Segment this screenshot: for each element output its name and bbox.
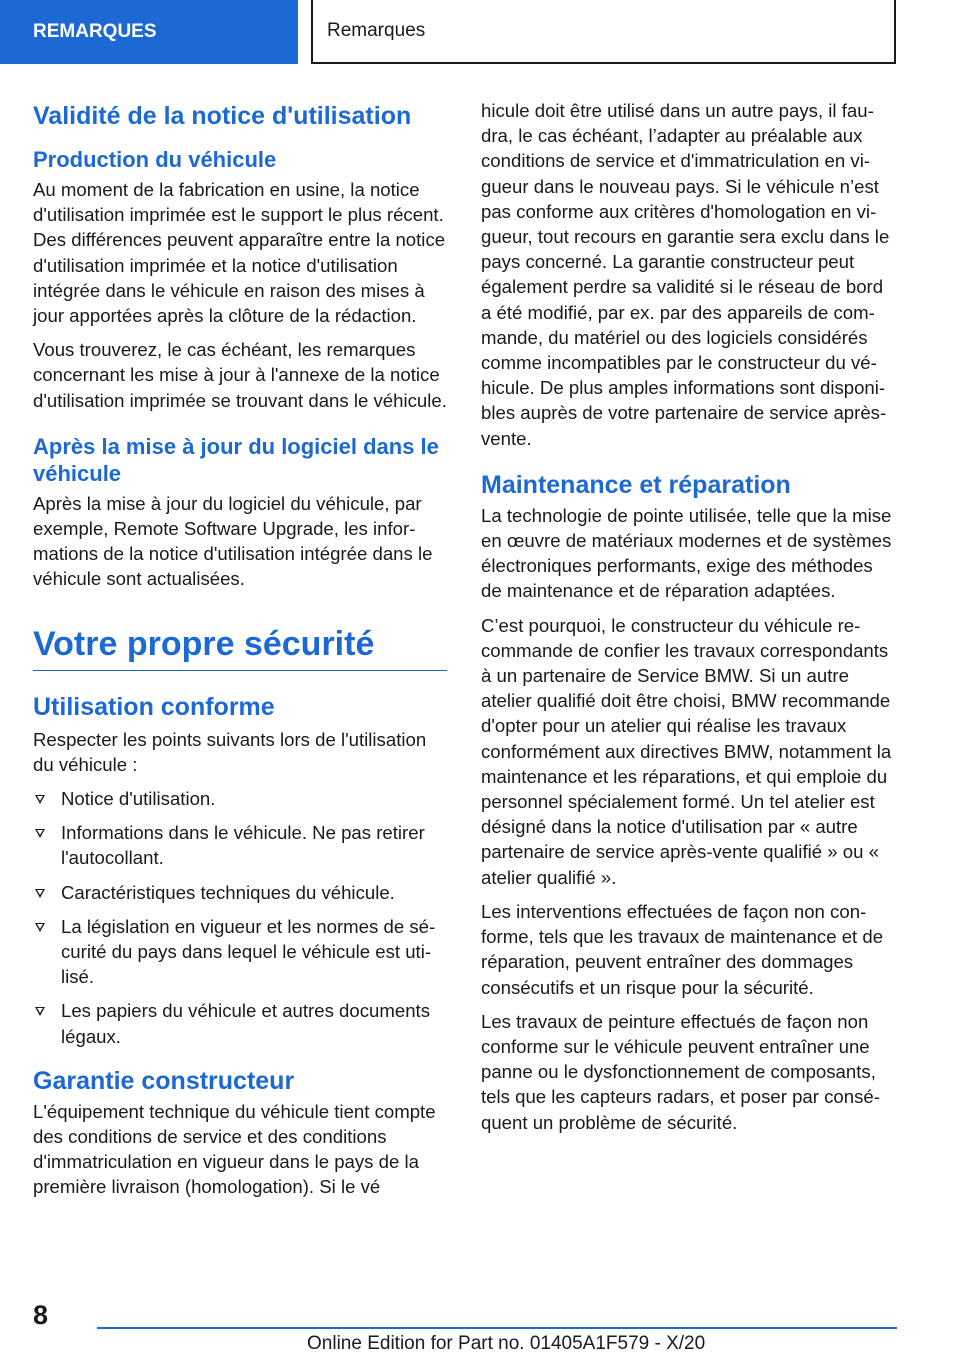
heading-proper-use: Utilisation conforme <box>33 692 275 721</box>
paragraph-software-update: Après la mise à jour du logiciel du véhicule, par exemple, Remote Software Upgrade, les informations de la notice d'utilisation intégrée dans le véhicule sont actualisées. <box>33 492 433 590</box>
paragraph-warranty: L'équipement technique du véhicule tient compte des conditions de service et des conditions d'immatriculation en vigueur dans le pays de la première livraison (homologation). Si le vé <box>33 1100 436 1198</box>
paragraph-maintenance-4: Les travaux de peinture effectués de façon non conforme sur le véhicule peuvent entraîner une panne ou le dysfonctionnement de composants, tels que les capteurs radars, et poser par conséquent un problème de sécurité. <box>481 1010 880 1133</box>
chapter-tab-label: REMARQUES <box>33 21 157 42</box>
list-item: Les papiers du véhicule et autres documents légaux. <box>33 998 447 1048</box>
footer-edition-text: Online Edition for Part no. 01405A1F579 - X/20 <box>307 1333 706 1354</box>
list-item: La législation en vigueur et les normes de sécurité du pays dans lequel le véhicule est utilisé. <box>33 914 447 990</box>
heading-warranty: Garantie constructeur <box>33 1066 295 1095</box>
paragraph-production-1: Au moment de la fabrication en usine, la notice d'utilisation imprimée est le support le plus récent. Des différences peuvent apparaître entre la notice d'utilisation imprimée et la notice d'utilisation intégrée dans le véhicule en raison des mises à jour apportées après la clôture de la rédaction. <box>33 179 446 327</box>
triangle-bullet-icon <box>35 829 45 838</box>
heading-production: Production du véhicule <box>33 147 277 172</box>
left-column <box>33 100 447 1209</box>
triangle-bullet-icon <box>35 923 45 932</box>
paragraph-warranty-continued: hicule doit être utilisé dans un autre pays, il faudra, le cas échéant, l’adapter au préalable aux conditions de service et d'immatriculation en vigueur dans le nouveau pays. Si le véhicule n’est pas conforme aux critères d'homologation en vigueur, tout recours en garantie sera exclu dans le pays concerné. La garantie constructeur peut également perdre sa validité si le réseau de bord a été modifié, par ex. par des appareils de commande, du matériel ou des logiciels considérés comme incompatibles par le constructeur du véhicule. De plus amples informations sont disponibles auprès de votre partenaire de service après-vente. <box>481 100 890 449</box>
list-item: Notice d'utilisation. <box>33 786 447 811</box>
right-column <box>481 98 896 1144</box>
paragraph-proper-use: Respecter les points suivants lors de l'utilisation du véhicule : <box>33 728 427 775</box>
triangle-bullet-icon <box>35 795 45 804</box>
paragraph-maintenance-3: Les interventions effectuées de façon non conforme, tels que les travaux de maintenance et de réparation, peuvent entraîner des dommages consécutifs et un risque pour la sécurité. <box>481 900 884 998</box>
heading-maintenance: Maintenance et réparation <box>481 470 791 499</box>
heading-software-update: Après la mise à jour du logiciel dans le véhicule <box>33 433 439 486</box>
page-header-title <box>311 0 896 64</box>
proper-use-list <box>33 786 447 1049</box>
triangle-bullet-icon <box>35 1007 45 1016</box>
paragraph-maintenance-2: C’est pourquoi, le constructeur du véhicule recommande de confier les travaux correspondants à un partenaire de Service BMW. Si un autre atelier qualifié doit être choisi, BMW recommande d'opter pour un atelier qui réalise les travaux conformément aux directives BMW, notamment la maintenance et les réparations, et qui emploie du personnel spécialement formé. Un tel atelier est désigné dans la notice d'utilisation par « autre partenaire de service après-vente qualifié » ou « atelier qualifié ». <box>481 614 892 888</box>
page-header-title-text: Remarques <box>327 20 426 41</box>
page-number: 8 <box>33 1300 49 1330</box>
paragraph-maintenance-1: La technologie de pointe utilisée, telle que la mise en œuvre de matériaux modernes et de systèmes électroniques performants, exige des méthodes de maintenance et de réparation adaptées. <box>481 504 892 602</box>
paragraph-production-2: Vous trouverez, le cas échéant, les remarques concernant les mise à jour à l'annexe de la notice d'utilisation imprimée se trouvant dans le véhicule. <box>33 339 447 411</box>
section-title-safety: Votre propre sécurité <box>33 622 447 671</box>
list-item: Informations dans le véhicule. Ne pas retirer l'autocollant. <box>33 820 447 870</box>
list-item: Caractéristiques techniques du véhicule. <box>33 880 447 905</box>
heading-validity: Validité de la notice d'utilisation <box>33 102 412 130</box>
triangle-bullet-icon <box>35 889 45 898</box>
chapter-tab[interactable] <box>0 0 298 64</box>
footer-divider <box>97 1327 897 1329</box>
